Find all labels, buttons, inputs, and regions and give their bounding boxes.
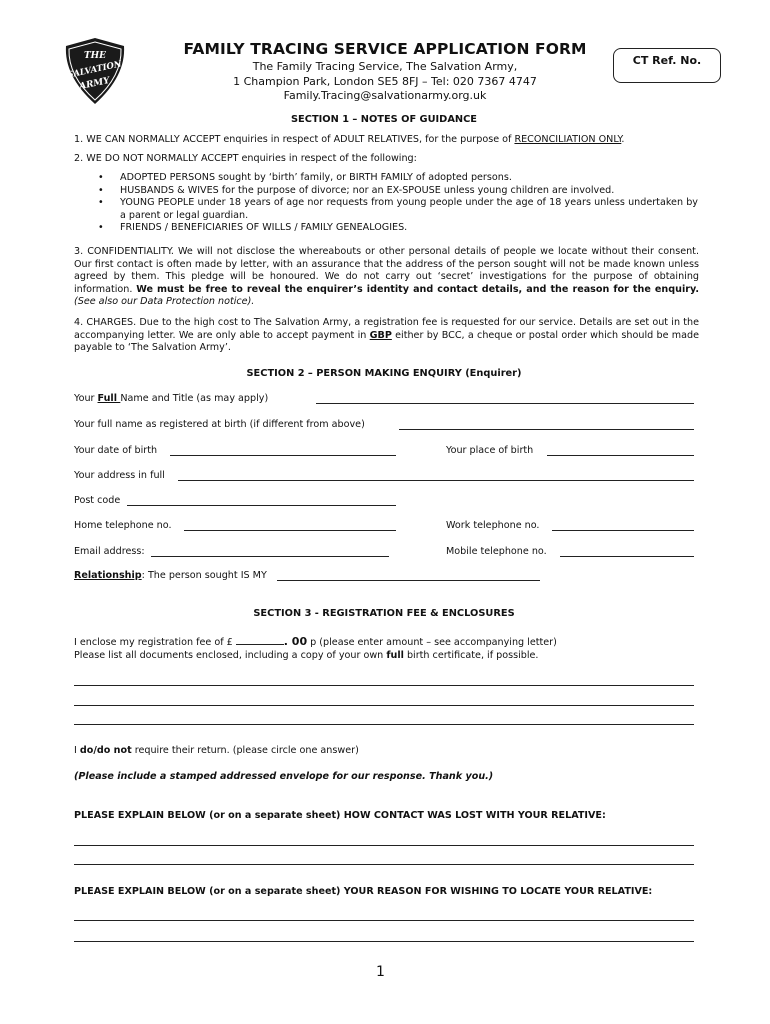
explain-contact-line-2[interactable] bbox=[74, 864, 694, 865]
explain-contact-line-1[interactable] bbox=[74, 845, 694, 846]
logo-text-army: ARMY bbox=[78, 75, 111, 93]
address-line-1: The Family Tracing Service, The Salvation Army, bbox=[252, 60, 518, 73]
home-tel-field[interactable] bbox=[184, 530, 396, 531]
contact-email: Family.Tracing@salvationarmy.org.uk bbox=[283, 89, 487, 102]
explain-reason-line-1[interactable] bbox=[74, 920, 694, 921]
documents-instruction: Please list all documents enclosed, including a copy of your own full birth certificate, if possible. bbox=[74, 650, 539, 661]
section-3-heading: SECTION 3 - REGISTRATION FEE & ENCLOSURES bbox=[253, 608, 515, 619]
exclusion-list bbox=[98, 172, 698, 235]
return-statement: I do/do not require their return. (please circle one answer) bbox=[74, 745, 359, 756]
fee-statement: I enclose my registration fee of £ . 00 p (please enter amount – see accompanying letter) bbox=[74, 635, 557, 648]
fee-amount-field[interactable] bbox=[236, 644, 284, 645]
work-tel-label: Work telephone no. bbox=[446, 520, 540, 531]
guidance-point-4: 4. CHARGES. Due to the high cost to The Salvation Army, a registration fee is requested for our service. Details are set out in the accompanying letter. We are only able to accept payment in GBP either by BCC, a cheque or postal order which should be made payable to ‘The Salvation Army’. bbox=[74, 317, 699, 353]
gbp-currency: GBP bbox=[369, 329, 392, 341]
address-line-2: 1 Champion Park, London SE5 8FJ – Tel: 020 7367 4747 bbox=[233, 74, 537, 88]
address-field[interactable] bbox=[178, 480, 694, 481]
logo-text-salvation: SALVATION bbox=[66, 59, 123, 81]
full-name-field[interactable] bbox=[316, 403, 694, 404]
mobile-label: Mobile telephone no. bbox=[446, 546, 547, 557]
guidance-point-3: 3. CONFIDENTIALITY. We will not disclose the whereabouts or other personal details of people we locate without their consent. Our first contact is often made by letter, with an assurance that the address of the person sought will not be made known unless agreed by them. This pledge will be honoured. We do not carry out ‘secret’ investigations for the purpose of obtaining information. We must be free to reveal the enquirer’s identity and contact details, and the reason for the enquiry. (See also our Data Protection notice). bbox=[74, 246, 699, 307]
pob-field[interactable] bbox=[547, 455, 694, 456]
reconciliation-only: RECONCILIATION ONLY bbox=[514, 134, 622, 145]
relationship-field[interactable] bbox=[277, 580, 540, 581]
mobile-field[interactable] bbox=[560, 556, 694, 557]
birth-name-field[interactable] bbox=[399, 429, 694, 430]
documents-line-2[interactable] bbox=[74, 705, 694, 706]
explain-contact-heading: PLEASE EXPLAIN BELOW (or on a separate sheet) HOW CONTACT WAS LOST WITH YOUR RELATIVE: bbox=[74, 810, 606, 821]
address-label: Your address in full bbox=[74, 470, 165, 481]
documents-line-3[interactable] bbox=[74, 724, 694, 725]
logo-text-the: THE bbox=[83, 51, 107, 61]
birth-name-label: Your full name as registered at birth (if different from above) bbox=[74, 419, 365, 430]
documents-line-1[interactable] bbox=[74, 685, 694, 686]
guidance-point-2: 2. WE DO NOT NORMALLY ACCEPT enquiries in respect of the following: bbox=[74, 153, 417, 164]
list-item: • ADOPTED PERSONS sought by ‘birth’ family, or BIRTH FAMILY of adopted persons. bbox=[98, 172, 698, 185]
salvation-army-shield-logo bbox=[62, 36, 128, 106]
page-number: 1 bbox=[376, 964, 385, 980]
list-item: • YOUNG PEOPLE under 18 years of age nor requests from young people under the age of 18 years unless undertaken by a parent or legal guardian. bbox=[98, 197, 698, 222]
email-label: Email address: bbox=[74, 546, 145, 557]
relationship-label: Relationship: The person sought IS MY bbox=[74, 570, 267, 581]
form-title: FAMILY TRACING SERVICE APPLICATION FORM bbox=[183, 40, 587, 58]
list-item: • FRIENDS / BENEFICIARIES OF WILLS / FAMILY GENEALOGIES. bbox=[98, 222, 698, 235]
postcode-label: Post code bbox=[74, 495, 121, 506]
dob-field[interactable] bbox=[170, 455, 396, 456]
ct-ref-box[interactable] bbox=[613, 48, 721, 83]
section-1-heading: SECTION 1 – NOTES OF GUIDANCE bbox=[291, 114, 477, 125]
list-item: • HUSBANDS & WIVES for the purpose of divorce; nor an EX-SPOUSE unless young children are involved. bbox=[98, 185, 698, 198]
dob-label: Your date of birth bbox=[74, 445, 158, 456]
guidance-point-1: 1. WE CAN NORMALLY ACCEPT enquiries in respect of ADULT RELATIVES, for the purpose of RECONCILIATION ONLY. bbox=[74, 134, 625, 145]
email-field[interactable] bbox=[151, 556, 389, 557]
explain-reason-line-2[interactable] bbox=[74, 941, 694, 942]
ct-ref-label: CT Ref. No. bbox=[632, 54, 702, 67]
sae-note: (Please include a stamped addressed envelope for our response. Thank you.) bbox=[74, 771, 494, 782]
explain-reason-heading: PLEASE EXPLAIN BELOW (or on a separate sheet) YOUR REASON FOR WISHING TO LOCATE YOUR RELATIVE: bbox=[74, 886, 653, 897]
section-2-heading: SECTION 2 – PERSON MAKING ENQUIRY (Enquirer) bbox=[246, 368, 522, 379]
home-tel-label: Home telephone no. bbox=[74, 520, 172, 531]
pob-label: Your place of birth bbox=[446, 445, 534, 456]
work-tel-field[interactable] bbox=[552, 530, 694, 531]
full-name-label: Your Full Name and Title (as may apply) bbox=[74, 393, 269, 404]
header-block bbox=[130, 40, 640, 104]
postcode-field[interactable] bbox=[127, 505, 396, 506]
